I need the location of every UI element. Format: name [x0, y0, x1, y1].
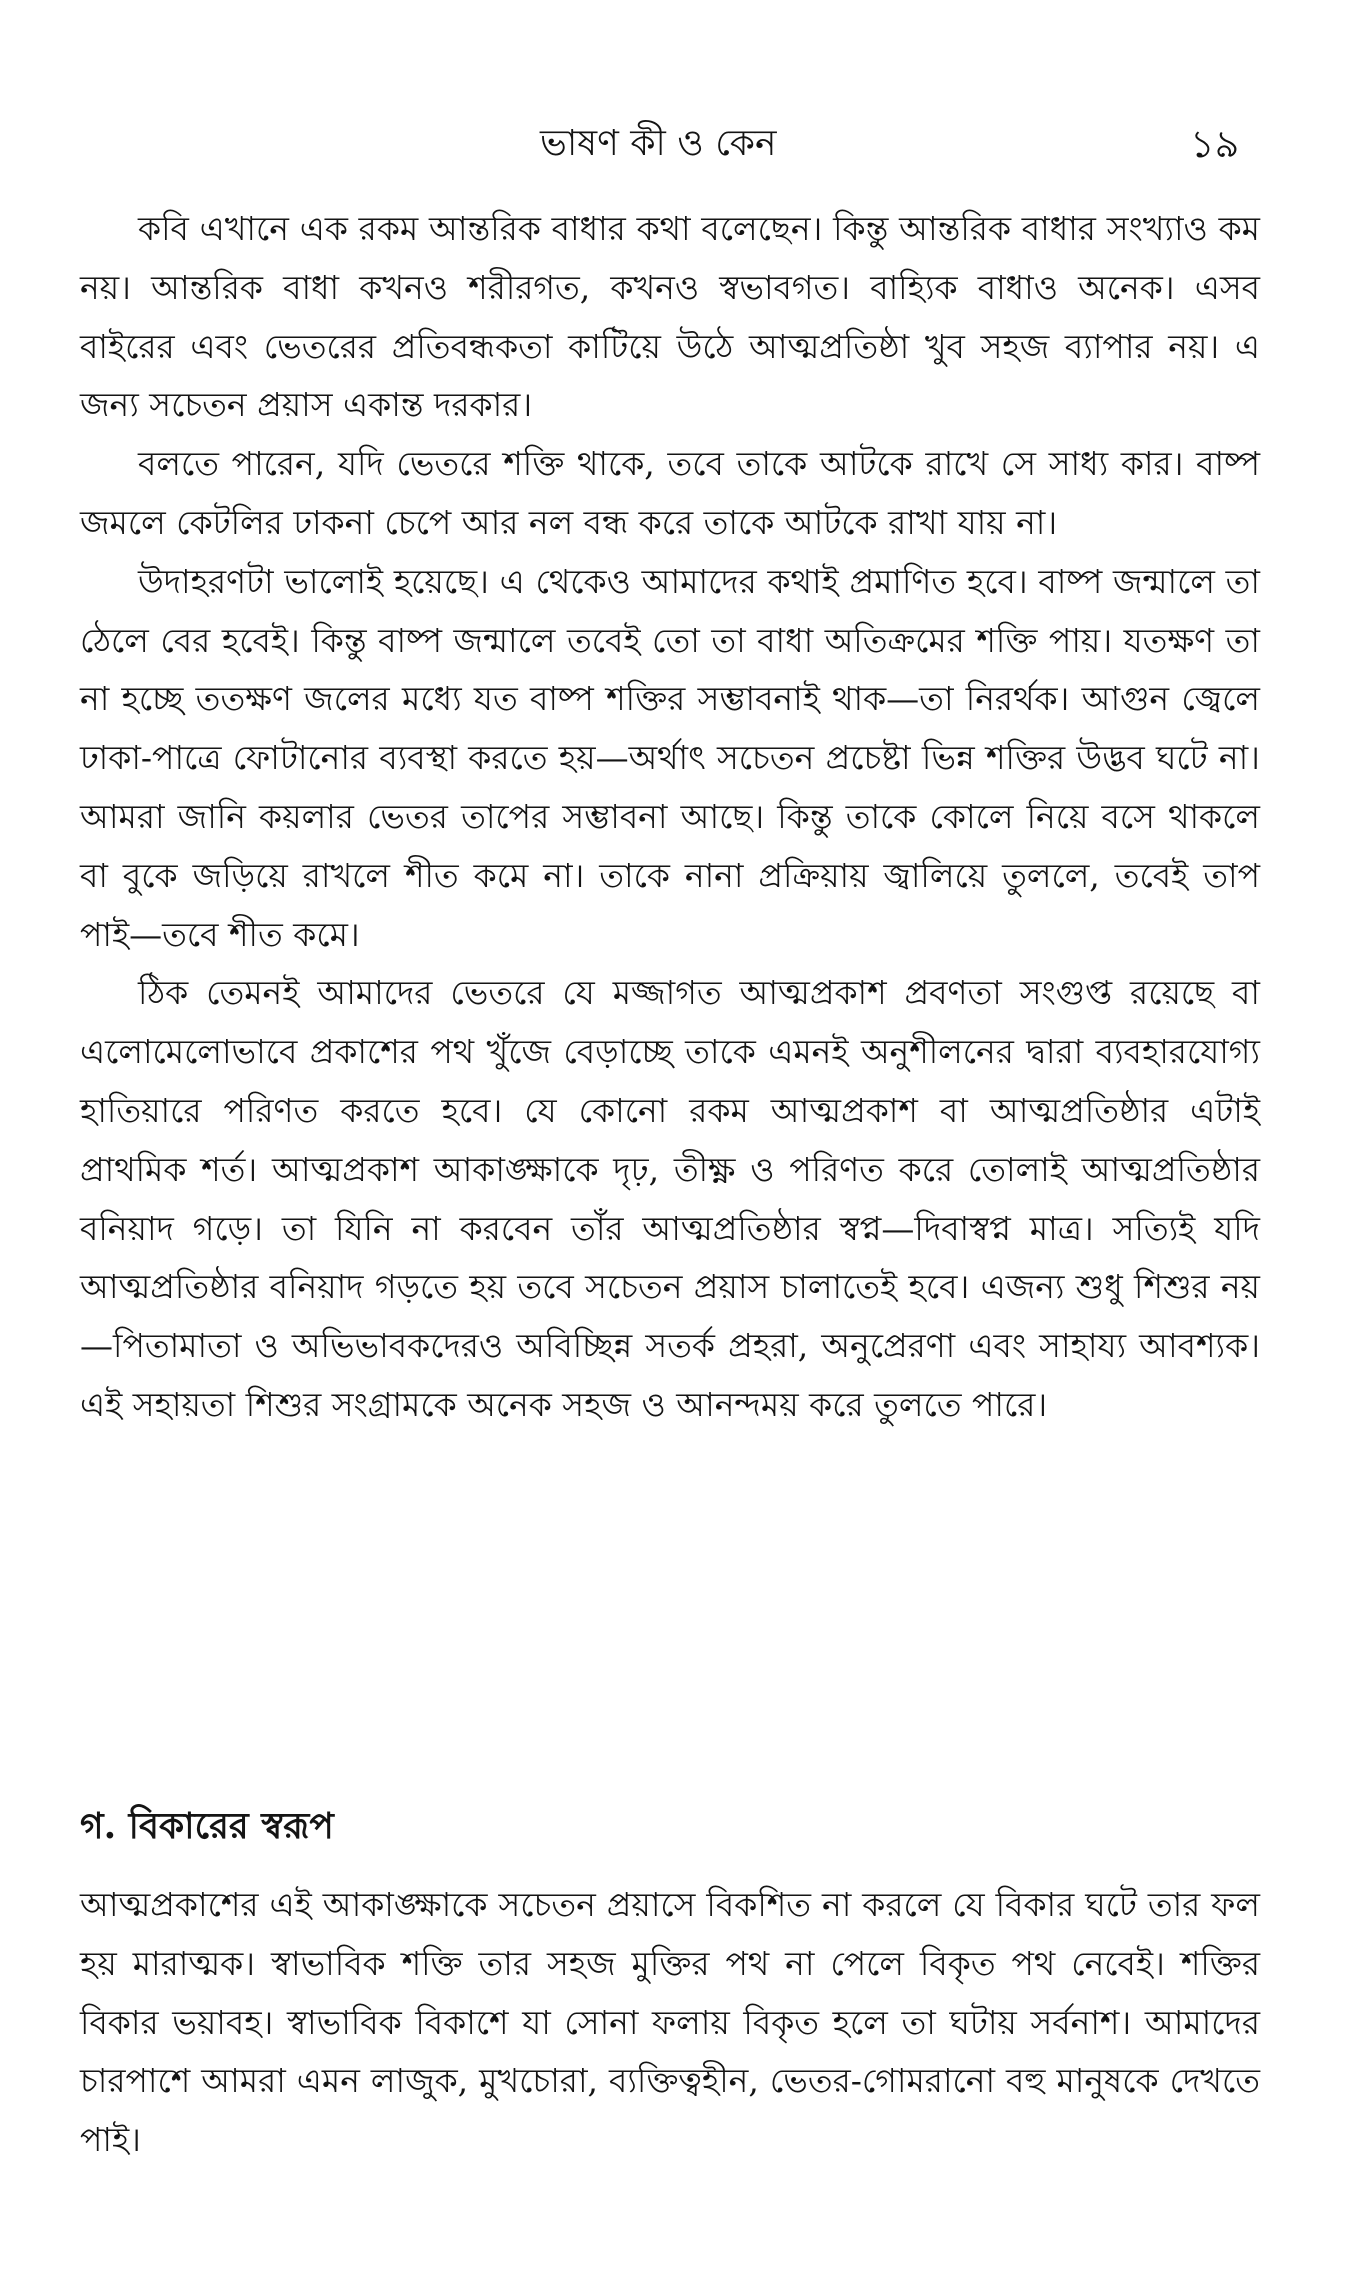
paragraph: আত্মপ্রকাশের এই আকাঙ্ক্ষাকে সচেতন প্রয়াসে বিকশিত না করলে যে বিকার ঘটে তার ফল হয় মারাত্মক। স্বাভাবিক শক্তি তার সহজ মুক্তির পথ না পেলে বিকৃত পথ নেবেই। শক্তির বিকার ভয়াবহ। স্বাভাবিক বিকাশে যা সোনা ফলায় বিকৃত হলে তা ঘটায় সর্বনাশ। আমাদের চারপাশে আমরা এমন লাজুক, মুখচোরা, ব্যক্তিত্বহীন, ভেতর-গোমরানো বহু মানুষকে দেখতে পাই।: [80, 1885, 1260, 2160]
paragraph: ঠিক তেমনই আমাদের ভেতরে যে মজ্জাগত আত্মপ্রকাশ প্রবণতা সংগুপ্ত রয়েছে বা এলোমেলোভাবে প্রকাশের পথ খুঁজে বেড়াচ্ছে তাকে এমনই অনুশীলনের দ্বারা ব্যবহারযোগ্য হাতিয়ারে পরিণত করতে হবে। যে কোনো রকম আত্মপ্রকাশ বা আত্মপ্রতিষ্ঠার এটাই প্রাথমিক শর্ত। আত্মপ্রকাশ আকাঙ্ক্ষাকে দৃঢ়, তীক্ষ্ণ ও পরিণত করে তোলাই আত্মপ্রতিষ্ঠার বনিয়াদ গড়ে। তা যিনি না করবেন তাঁর আত্মপ্রতিষ্ঠার স্বপ্ন—দিবাস্বপ্ন মাত্র। সত্যিই যদি আত্মপ্রতিষ্ঠার বনিয়াদ গড়তে হয় তবে সচেতন প্রয়াস চালাতেই হবে। এজন্য শুধু শিশুর নয়—পিতামাতা ও অভিভাবকদেরও অবিচ্ছিন্ন সতর্ক প্রহরা, অনুপ্রেরণা এবং সাহায্য আবশ্যক। এই সহায়তা শিশুর সংগ্রামকে অনেক সহজ ও আনন্দময় করে তুলতে পারে।: [80, 973, 1260, 1424]
paragraph: বলতে পারেন, যদি ভেতরে শক্তি থাকে, তবে তাকে আটকে রাখে সে সাধ্য কার। বাষ্প জমলে কেটলির ঢাকনা চেপে আর নল বন্ধ করে তাকে আটকে রাখা যায় না।: [80, 444, 1260, 542]
section-heading: গ. বিকারের স্বরূপ: [80, 1805, 334, 1847]
paragraph: কবি এখানে এক রকম আন্তরিক বাধার কথা বলেছেন। কিন্তু আন্তরিক বাধার সংখ্যাও কম নয়। আন্তরিক বাধা কখনও শরীরগত, কখনও স্বভাবগত। বাহ্যিক বাধাও অনেক। এসব বাইরের এবং ভেতরের প্রতিবন্ধকতা কাটিয়ে উঠে আত্মপ্রতিষ্ঠা খুব সহজ ব্যাপার নয়। এ জন্য সচেতন প্রয়াস একান্ত দরকার।: [80, 209, 1260, 425]
section-text: [80, 1876, 1260, 2170]
page-number: ১৯: [1190, 122, 1240, 166]
running-header-title: ভাষণ কী ও কেন: [540, 123, 777, 164]
paragraph: উদাহরণটা ভালোই হয়েছে। এ থেকেও আমাদের কথাই প্রমাণিত হবে। বাষ্প জন্মালে তা ঠেলে বের হবেই। কিন্তু বাষ্প জন্মালে তবেই তো তা বাধা অতিক্রমের শক্তি পায়। যতক্ষণ তা না হচ্ছে ততক্ষণ জলের মধ্যে যত বাষ্প শক্তির সম্ভাবনাই থাক—তা নিরর্থক। আগুন জ্বেলে ঢাকা-পাত্রে ফোটানোর ব্যবস্থা করতে হয়—অর্থাৎ সচেতন প্রচেষ্টা ভিন্ন শক্তির উদ্ভব ঘটে না। আমরা জানি কয়লার ভেতর তাপের সম্ভাবনা আছে। কিন্তু তাকে কোলে নিয়ে বসে থাকলে বা বুকে জড়িয়ে রাখলে শীত কমে না। তাকে নানা প্রক্রিয়ায় জ্বালিয়ে তুললে, তবেই তাপ পাই—তবে শীত কমে।: [80, 561, 1260, 954]
body-text: [80, 200, 1260, 1435]
